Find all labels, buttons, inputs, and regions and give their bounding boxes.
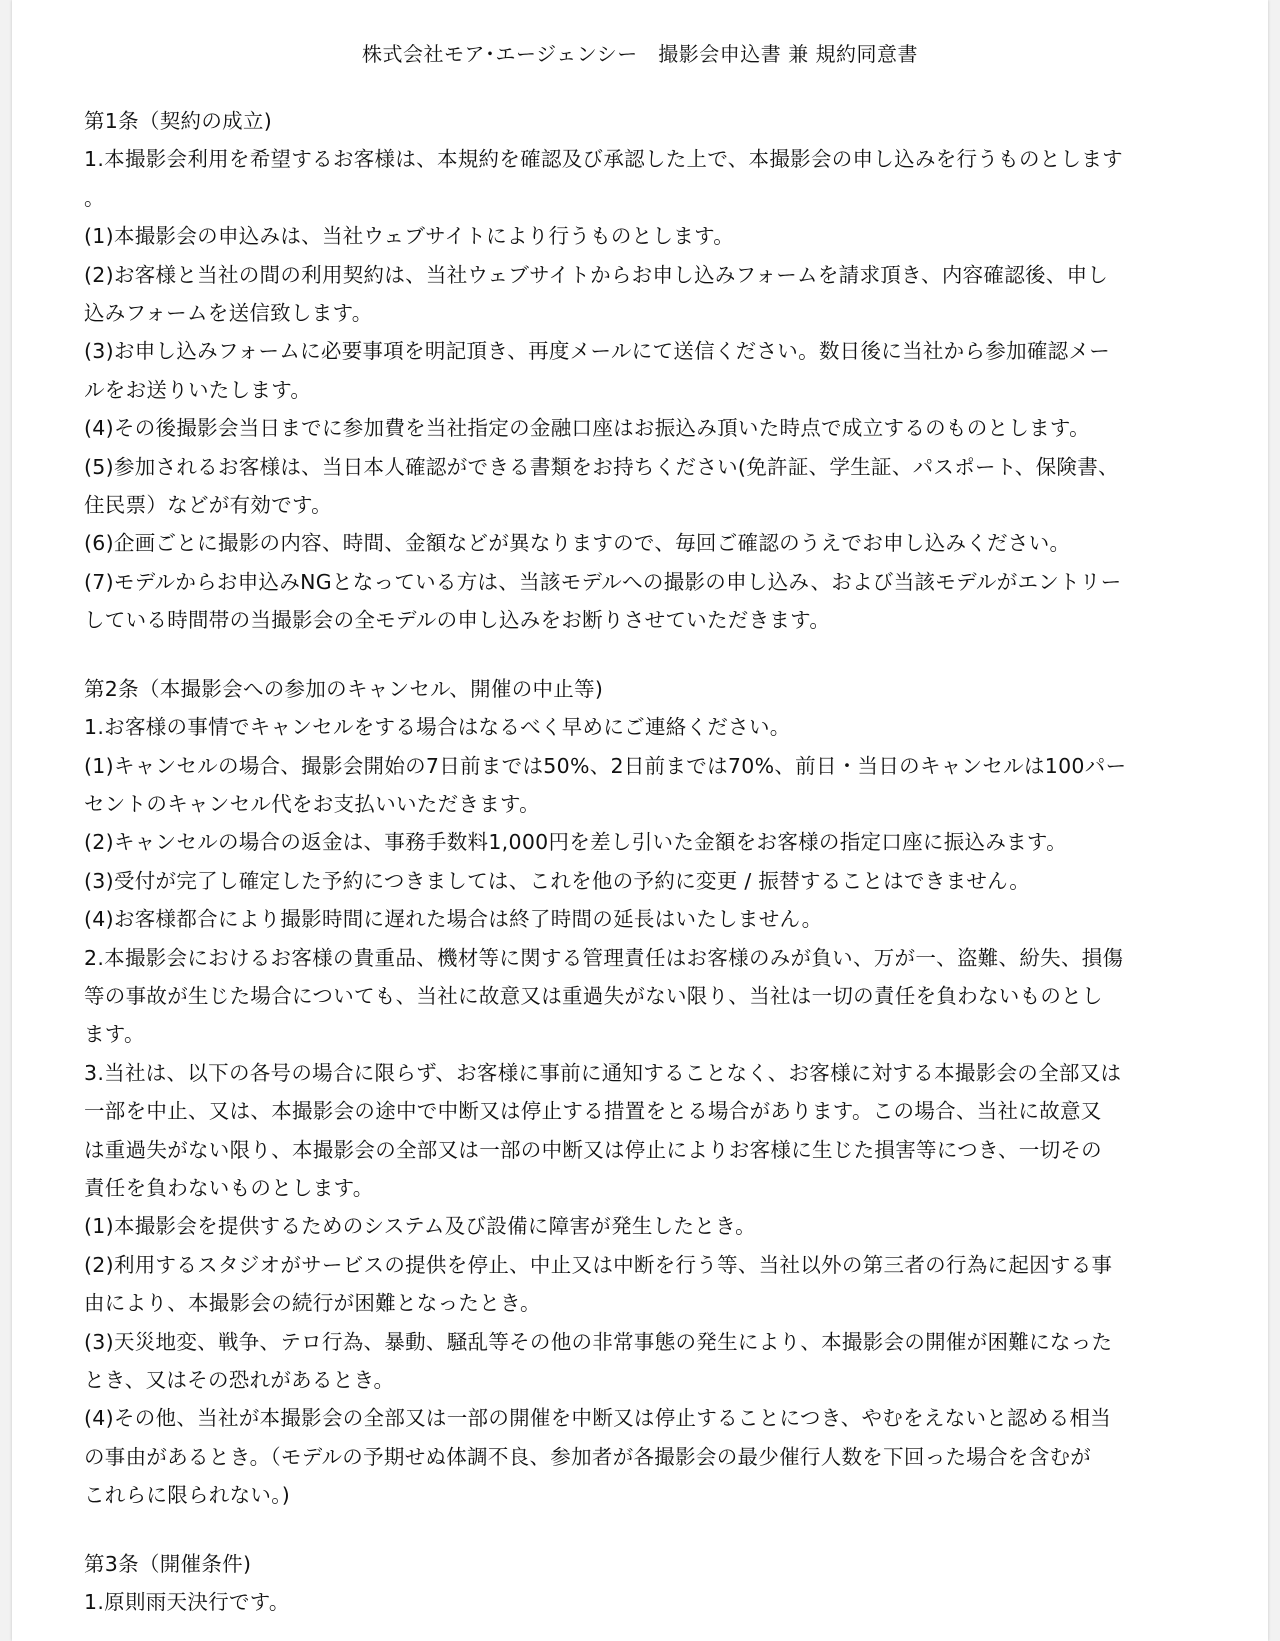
clause-line: 2.本撮影会におけるお客様の貴重品、機材等に関する管理責任はお客様のみが負い、万が一、盗難、紛失、損傷 <box>84 945 1124 970</box>
article-heading: 第2条（本撮影会への参加のキャンセル、開催の中止等) <box>84 676 604 701</box>
clause-line: (4)お客様都合により撮影時間に遅れた場合は終了時間の延長はいたしません。 <box>84 907 823 932</box>
clause-line: 。 <box>84 185 105 210</box>
clause-line: これらに限られない。) <box>84 1483 291 1508</box>
clause-line: セントのキャンセル代をお支払いいただきます。 <box>84 791 540 816</box>
clause-line: している時間帯の当撮影会の全モデルの申し込みをお断りさせていただきます。 <box>84 608 831 633</box>
article-3 <box>84 1545 1200 1622</box>
clause-line: は重過失がない限り、本撮影会の全部又は一部の中断又は停止によりお客様に生じた損害等につき、一切その <box>84 1137 1102 1162</box>
clause-line: (3)お申し込みフォームに必要事項を明記頂き、再度メールにて送信ください。数日後に当社から参加確認メー <box>84 339 1111 364</box>
clause-line: (4)その他、当社が本撮影会の全部又は一部の開催を中断又は停止することにつき、やむをえないと認める相当 <box>84 1406 1112 1431</box>
document-body <box>84 102 1200 1621</box>
clause-line: の事由があるとき。（モデルの予期せぬ体調不良、参加者が各撮影会の最少催行人数を下回った場合を含むが <box>84 1444 1092 1469</box>
article-heading: 第1条（契約の成立) <box>84 109 273 133</box>
clause-line: 等の事故が生じた場合についても、当社に故意又は重過失がない限り、当社は一切の責任を負わないものとし <box>84 983 1103 1008</box>
clause-line: 1.原則雨天決行です。 <box>84 1590 290 1615</box>
clause-line: (5)参加されるお客様は、当日本人確認ができる書類をお持ちください(免許証、学生証、パスポート、保険書、 <box>84 454 1119 479</box>
clause-line: 責任を負わないものとします。 <box>84 1175 374 1200</box>
clause-line: 住民票）などが有効です。 <box>84 493 332 518</box>
document-page <box>12 0 1268 1641</box>
clause-line: (4)その後撮影会当日までに参加費を当社指定の金融口座はお振込み頂いた時点で成立するのものとします。 <box>84 416 1090 441</box>
clause-line: (2)キャンセルの場合の返金は、事務手数料1,000円を差し引いた金額をお客様の指定口座に振込みます。 <box>84 830 1067 855</box>
clause-line: (6)企画ごとに撮影の内容、時間、金額などが異なりますので、毎回ご確認のうえでお申し込みください。 <box>84 531 1071 556</box>
clause-line: (1)本撮影会を提供するためのシステム及び設備に障害が発生したとき。 <box>84 1214 756 1239</box>
clause-line: (3)天災地変、戦争、テロ行為、暴動、騒乱等その他の非常事態の発生により、本撮影会の開催が困難になった <box>84 1329 1113 1354</box>
article-heading: 第3条（開催条件) <box>84 1551 252 1576</box>
clause-line: 3.当社は、以下の各号の場合に限らず、お客様に事前に通知することなく、お客様に対する本撮影会の全部又は <box>84 1060 1122 1085</box>
clause-line: (2)利用するスタジオがサービスの提供を停止、中止又は中断を行う等、当社以外の第三者の行為に起因する事 <box>84 1252 1113 1277</box>
clause-line: 1.本撮影会利用を希望するお客様は、本規約を確認及び承認した上で、本撮影会の申し込みを行うものとします <box>84 147 1123 172</box>
clause-line: (1)本撮影会の申込みは、当社ウェブサイトにより行うものとします。 <box>84 224 735 249</box>
article-1 <box>84 102 1200 640</box>
article-2 <box>84 670 1200 1515</box>
clause-line: 一部を中止、又は、本撮影会の途中で中断又は停止する措置をとる場合があります。この場合、当社に故意又 <box>84 1099 1102 1124</box>
clause-line: (2)お客様と当社の間の利用契約は、当社ウェブサイトからお申し込みフォームを請求頂き、内容確認後、申し <box>84 262 1109 287</box>
clause-line: 込みフォームを送信致します。 <box>84 301 373 326</box>
document-title: 株式会社モア･エージェンシー 撮影会申込書 兼 規約同意書 <box>362 42 918 66</box>
clause-line: (1)キャンセルの場合、撮影会開始の7日前までは50%、2日前までは70%、前日・当日のキャンセルは100パー <box>84 753 1127 778</box>
clause-line: ルをお送りいたします。 <box>84 377 312 402</box>
clause-line: 由により、本撮影会の続行が困難となったとき。 <box>84 1291 541 1316</box>
clause-line: (7)モデルからお申込みNGとなっている方は、当該モデルへの撮影の申し込み、および当該モデルがエントリー <box>84 569 1122 594</box>
clause-line: ます。 <box>84 1022 145 1047</box>
clause-line: 1.お客様の事情でキャンセルをする場合はなるべく早めにご連絡ください。 <box>84 715 791 740</box>
clause-line: (3)受付が完了し確定した予約につきましては、これを他の予約に変更 / 振替することはできません。 <box>84 868 1030 893</box>
clause-line: とき、又はその恐れがあるとき。 <box>84 1368 395 1392</box>
